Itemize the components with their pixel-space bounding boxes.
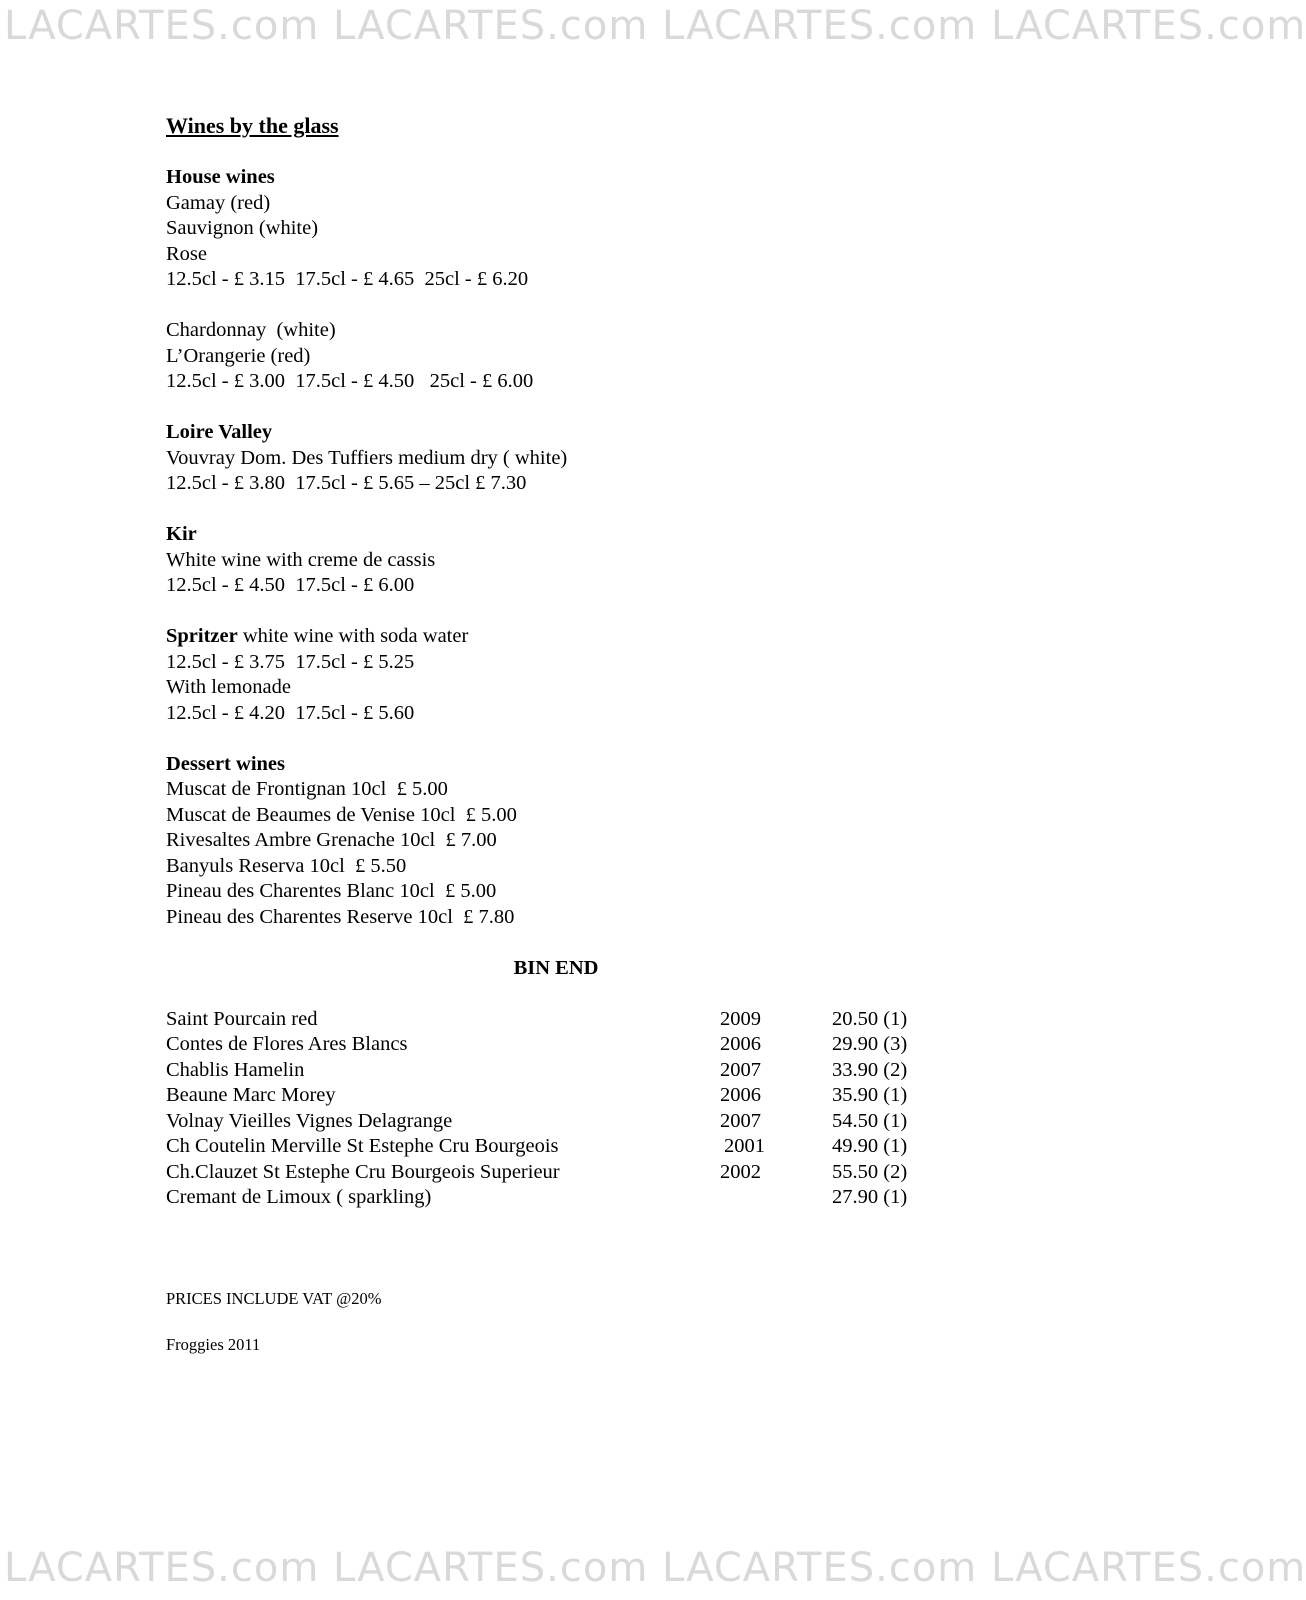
price-line: 12.5cl - £ 3.75 17.5cl - £ 5.25: [166, 650, 415, 673]
price-line: 12.5cl - £ 4.50 17.5cl - £ 6.00: [166, 574, 415, 596]
section-heading: Kir: [166, 523, 197, 545]
wine-price: 29.90 (3): [832, 1033, 908, 1055]
watermark-bottom: LACARTES.com LACARTES.com LACARTES.com LACARTES.com: [4, 1545, 1306, 1591]
menu-line: Pineau des Charentes Reserve 10cl £ 7.80: [166, 905, 515, 928]
menu-line: Chardonnay (white): [166, 319, 336, 341]
table-row: [166, 1185, 986, 1211]
wine-name: Saint Pourcain red: [166, 1007, 318, 1030]
wine-vintage: 2001: [724, 1135, 765, 1157]
price-line: 12.5cl - £ 4.20 17.5cl - £ 5.60: [166, 701, 415, 724]
spritzer-description: white wine with soda water: [237, 625, 469, 647]
wine-name: Beaune Marc Morey: [166, 1084, 336, 1106]
wine-price: 33.90 (2): [832, 1058, 908, 1081]
wine-price: 35.90 (1): [832, 1084, 908, 1106]
spritzer-heading-line: [166, 624, 986, 650]
bin-end-heading: BIN END: [513, 956, 599, 979]
page-title: Wines by the glass: [166, 113, 339, 138]
menu-line: Sauvignon (white): [166, 217, 319, 239]
section-house-wines: [166, 165, 986, 293]
menu-line: Vouvray Dom. Des Tuffiers medium dry ( white): [166, 446, 568, 469]
table-row: [166, 1160, 986, 1186]
wine-price: 49.90 (1): [832, 1135, 908, 1157]
wine-price: 54.50 (1): [832, 1109, 908, 1132]
wine-vintage: 2007: [720, 1109, 761, 1132]
table-row: [166, 1134, 986, 1160]
menu-line: Muscat de Beaumes de Venise 10cl £ 5.00: [166, 803, 517, 826]
section-heading: Spritzer: [166, 625, 238, 647]
section-dessert-wines: [166, 752, 986, 931]
section-heading: House wines: [166, 166, 275, 188]
section-heading: Dessert wines: [166, 752, 285, 775]
wine-vintage: 2009: [720, 1007, 761, 1030]
wine-vintage: 2006: [720, 1084, 761, 1106]
footer-signature: Froggies 2011: [166, 1334, 261, 1354]
wine-name: Ch.Clauzet St Estephe Cru Bourgeois Superieur: [166, 1160, 560, 1183]
wine-vintage: 2006: [720, 1033, 761, 1055]
menu-line: Rose: [166, 242, 207, 265]
table-row: [166, 1032, 986, 1058]
watermark-top: LACARTES.com LACARTES.com LACARTES.com LACARTES.com: [4, 3, 1306, 49]
section-spritzer: [166, 624, 986, 726]
price-line: 12.5cl - £ 3.80 17.5cl - £ 5.65 – 25cl £ 7.30: [166, 472, 527, 494]
wine-name: Ch Coutelin Merville St Estephe Cru Bourgeois: [166, 1135, 559, 1157]
section-loire-valley: [166, 420, 986, 497]
bin-end-list: [166, 1007, 986, 1211]
menu-line: Banyuls Reserva 10cl £ 5.50: [166, 854, 407, 877]
price-line: 12.5cl - £ 3.15 17.5cl - £ 4.65 25cl - £ 6.20: [166, 268, 529, 290]
menu-line: White wine with creme de cassis: [166, 548, 436, 571]
section-kir: [166, 522, 986, 599]
wine-menu: [166, 113, 986, 1355]
menu-line: Rivesaltes Ambre Grenache 10cl £ 7.00: [166, 829, 497, 851]
table-row: [166, 1109, 986, 1135]
wine-name: Chablis Hamelin: [166, 1058, 305, 1081]
price-line: 12.5cl - £ 3.00 17.5cl - £ 4.50 25cl - £ 6.00: [166, 370, 534, 392]
wine-name: Contes de Flores Ares Blancs: [166, 1033, 408, 1055]
section-heading: Loire Valley: [166, 421, 273, 443]
section-chardonnay: [166, 318, 986, 395]
wine-vintage: 2007: [720, 1058, 761, 1081]
vat-notice: PRICES INCLUDE VAT @20%: [166, 1288, 382, 1308]
menu-line: Gamay (red): [166, 191, 271, 214]
menu-line: Muscat de Frontignan 10cl £ 5.00: [166, 778, 448, 800]
wine-price: 20.50 (1): [832, 1007, 908, 1030]
menu-line: Pineau des Charentes Blanc 10cl £ 5.00: [166, 880, 497, 902]
menu-line: L’Orangerie (red): [166, 344, 311, 367]
wine-name: Cremant de Limoux ( sparkling): [166, 1186, 432, 1208]
wine-name: Volnay Vieilles Vignes Delagrange: [166, 1109, 453, 1132]
table-row: [166, 1083, 986, 1109]
wine-vintage: 2002: [720, 1160, 761, 1183]
menu-line: With lemonade: [166, 676, 291, 698]
wine-price: 27.90 (1): [832, 1186, 908, 1208]
wine-price: 55.50 (2): [832, 1160, 908, 1183]
table-row: [166, 1007, 986, 1033]
table-row: [166, 1058, 986, 1084]
